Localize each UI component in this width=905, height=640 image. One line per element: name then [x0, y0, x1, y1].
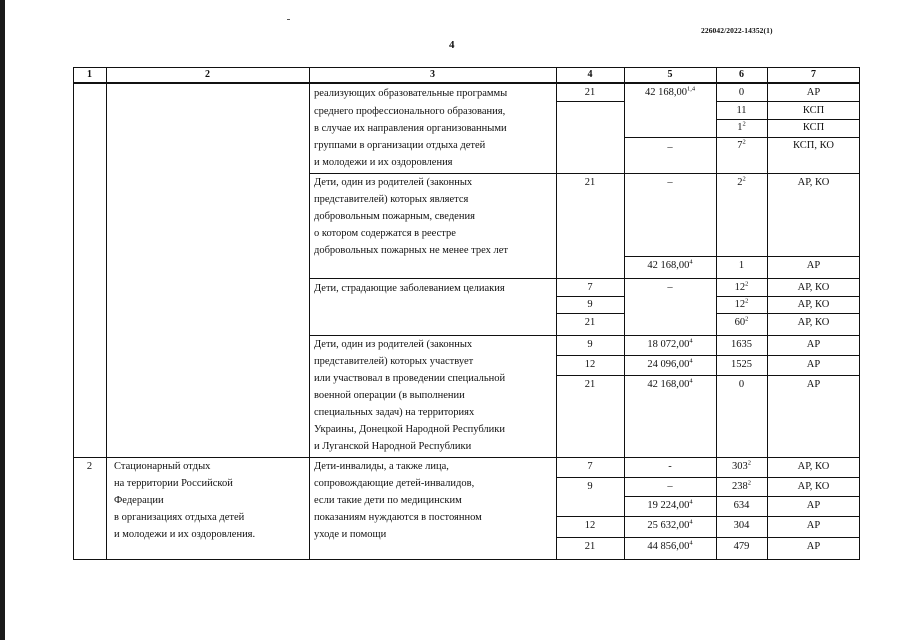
- row-e-sub-rule-4: [624, 537, 860, 538]
- row-e-count-1: $303^2$: [732, 459, 751, 472]
- row-e-text-5: уходе и помощи: [314, 529, 387, 540]
- row-c-sub-rule-2: [716, 313, 860, 314]
- row-d-text-7: и Луганской Народной Республики: [314, 441, 472, 452]
- row-e-source-3: АР: [806, 500, 821, 511]
- row-e-cost-1: -: [668, 461, 672, 472]
- row-d-age-1: 9: [587, 339, 593, 350]
- row-e-text-3: если такие дети по медицинским: [314, 495, 462, 506]
- header-col-7: 7: [811, 69, 816, 80]
- row-b-age: 21: [584, 177, 596, 188]
- row-e-sub-rule-2: [624, 496, 860, 497]
- row-d-text-4: военной операции (в выполнении: [314, 390, 465, 401]
- row-e-sub-rule-1: [624, 477, 860, 478]
- row-c-age-rule-1: [556, 296, 624, 297]
- row-d-sub-rule-2: [556, 375, 860, 376]
- row-d-text-5: специальных задач) на территориях: [314, 407, 475, 418]
- row-d-cost-3: 42 168,00$^4$: [647, 377, 693, 390]
- row-b-text-2: представителей) которых является: [314, 194, 469, 205]
- row-d-cost-1: 18 072,00$^4$: [647, 337, 693, 350]
- row-e-number: 2: [86, 461, 93, 472]
- row-c-bottom-rule: [309, 335, 860, 336]
- row-e-type-5: и молодежи и их оздоровления.: [114, 529, 256, 540]
- row-e-cost-5: 44 856,00$^4$: [647, 539, 693, 552]
- row-b-text-3: добровольным пожарным, сведения: [314, 211, 475, 222]
- page-number: 4: [449, 39, 455, 51]
- row-a-count-4: $7^2$: [737, 138, 746, 151]
- header-col-6: 6: [739, 69, 744, 80]
- row-c-sub-rule-1: [716, 296, 860, 297]
- row-c-age-rule-2: [556, 313, 624, 314]
- row-d-text-1: Дети, один из родителей (законных: [314, 339, 473, 350]
- row-c-source-1: АР, КО: [797, 282, 830, 293]
- row-a-source-2: КСП: [802, 105, 825, 116]
- row-e-sub-rule-3: [624, 516, 860, 517]
- row-c-count-2: $12^2$: [734, 297, 749, 310]
- row-e-type-4: в организациях отдыха детей: [114, 512, 245, 523]
- row-e-text-2: сопровождающие детей-инвалидов,: [314, 478, 475, 489]
- row-e-count-4: 304: [733, 520, 750, 531]
- row-e-type-1: Стационарный отдых: [114, 461, 211, 472]
- row-c-source-2: АР, КО: [797, 299, 830, 310]
- row-b-count-1: $2^2$: [737, 175, 746, 188]
- row-a-source-4: КСП, КО: [793, 140, 834, 151]
- row-e-age-3: 12: [584, 520, 596, 531]
- row-c-source-3: АР, КО: [797, 317, 830, 328]
- row-e-age-1: 7: [587, 461, 593, 472]
- row-b-bottom-rule: [309, 278, 860, 279]
- row-e-text-4: показаниям нуждаются в постоянном: [314, 512, 482, 523]
- row-d-count-3: 0: [738, 379, 745, 390]
- row-d-cost-2: 24 096,00$^4$: [647, 357, 693, 370]
- scan-edge-bar: [0, 0, 5, 640]
- row-c-text-1: Дети, страдающие заболеванием целиакия: [314, 283, 505, 294]
- row-b-count-2: 1: [738, 260, 745, 271]
- col-divider-1: [106, 67, 107, 560]
- row-d-count-2: 1525: [731, 359, 752, 370]
- row-d-count-1: 1635: [731, 339, 752, 350]
- row-a-bottom-rule: [309, 173, 860, 174]
- row-b-source-2: АР: [806, 260, 821, 271]
- row-d-source-3: АР: [806, 379, 821, 390]
- header-rule: [73, 82, 860, 84]
- row-d-text-3: или участвовал в проведении специальной: [314, 373, 506, 384]
- row-a-col4-rule: [556, 101, 624, 102]
- row-d-text-6: Украины, Донецкой Народной Республики: [314, 424, 506, 435]
- row-e-age-rule-2: [556, 516, 624, 517]
- row-a-count-1: 0: [738, 87, 745, 98]
- row-a-cost-1: 42 168,00$^{1,4}$: [644, 85, 696, 98]
- row-e-age-2: 9: [587, 481, 593, 492]
- row-a-count-3: $1^2$: [737, 120, 746, 133]
- row-a-cost-2: –: [667, 142, 673, 153]
- row-e-source-4: АР: [806, 520, 821, 531]
- row-e-count-3: 634: [733, 500, 750, 511]
- row-b-text-5: добровольных пожарных не менее трех лет: [314, 245, 508, 256]
- header-col-5: 5: [667, 69, 673, 80]
- row-e-source-1: АР, КО: [797, 461, 830, 472]
- header-col-4: 4: [587, 69, 593, 80]
- row-b-cost-2: 42 168,00$^4$: [647, 258, 693, 271]
- row-b-split-rule: [624, 256, 860, 257]
- row-e-count-5: 479: [733, 541, 750, 552]
- row-e-source-5: АР: [806, 541, 821, 552]
- row-a-sub-rule-3: [716, 137, 860, 138]
- row-d-source-1: АР: [806, 339, 821, 350]
- row-e-source-2: АР, КО: [797, 481, 830, 492]
- row-a-text-1: реализующих образовательные программы: [314, 88, 508, 99]
- header-col-1: 1: [87, 69, 92, 80]
- header-col-2: 2: [205, 69, 210, 80]
- row-c-count-3: $60^2$: [734, 315, 749, 328]
- row-a-source-1: АР: [806, 87, 821, 98]
- row-a-sub-rule-2: [716, 119, 860, 120]
- row-a-sub-rule-1: [716, 101, 860, 102]
- row-e-type-2: на территории Российской: [114, 478, 233, 489]
- document-id: 226042/2022-14352(1): [701, 26, 773, 35]
- row-c-age-2: 9: [587, 299, 593, 310]
- scan-speck: [287, 19, 290, 20]
- row-c-cost: –: [667, 282, 673, 293]
- row-b-text-4: о котором содержатся в реестре: [314, 228, 456, 239]
- row-e-age-4: 21: [584, 541, 596, 552]
- row-e-age-rule-3: [556, 537, 624, 538]
- row-d-bottom-rule: [73, 457, 860, 458]
- row-a-text-4: группами в организации отдыха детей: [314, 140, 486, 151]
- row-b-text-1: Дети, один из родителей (законных: [314, 177, 473, 188]
- row-e-cost-3: 19 224,00$^4$: [647, 498, 693, 511]
- row-e-text-1: Дети-инвалиды, а также лица,: [314, 461, 449, 472]
- row-a-source-3: КСП: [802, 122, 825, 133]
- row-b-source-1: АР, КО: [797, 177, 830, 188]
- row-d-sub-rule-1: [556, 355, 860, 356]
- row-e-cost-2: –: [667, 481, 673, 492]
- row-a-age: 21: [584, 87, 596, 98]
- row-d-age-3: 21: [584, 379, 596, 390]
- row-a-text-2: среднего профессионального образования,: [314, 106, 506, 117]
- row-c-count-1: $12^2$: [734, 280, 749, 293]
- row-e-type-3: Федерации: [114, 495, 164, 506]
- row-a-text-5: и молодежи и их оздоровления: [314, 157, 453, 168]
- row-d-text-2: представителей) которых участвует: [314, 356, 474, 367]
- header-col-3: 3: [430, 69, 435, 80]
- row-a-col5-rule: [624, 137, 716, 138]
- row-e-age-rule-1: [556, 477, 624, 478]
- row-c-age-1: 7: [587, 282, 593, 293]
- row-a-text-3: в случае их направления организованными: [314, 123, 507, 134]
- row-d-source-2: АР: [806, 359, 821, 370]
- row-c-age-3: 21: [584, 317, 596, 328]
- col-divider-2: [309, 67, 310, 560]
- row-a-count-2: 11: [736, 105, 747, 116]
- row-d-age-2: 12: [584, 359, 596, 370]
- row-b-cost-1: –: [667, 177, 673, 188]
- row-e-cost-4: 25 632,00$^4$: [647, 518, 693, 531]
- row-e-count-2: $238^2$: [732, 479, 751, 492]
